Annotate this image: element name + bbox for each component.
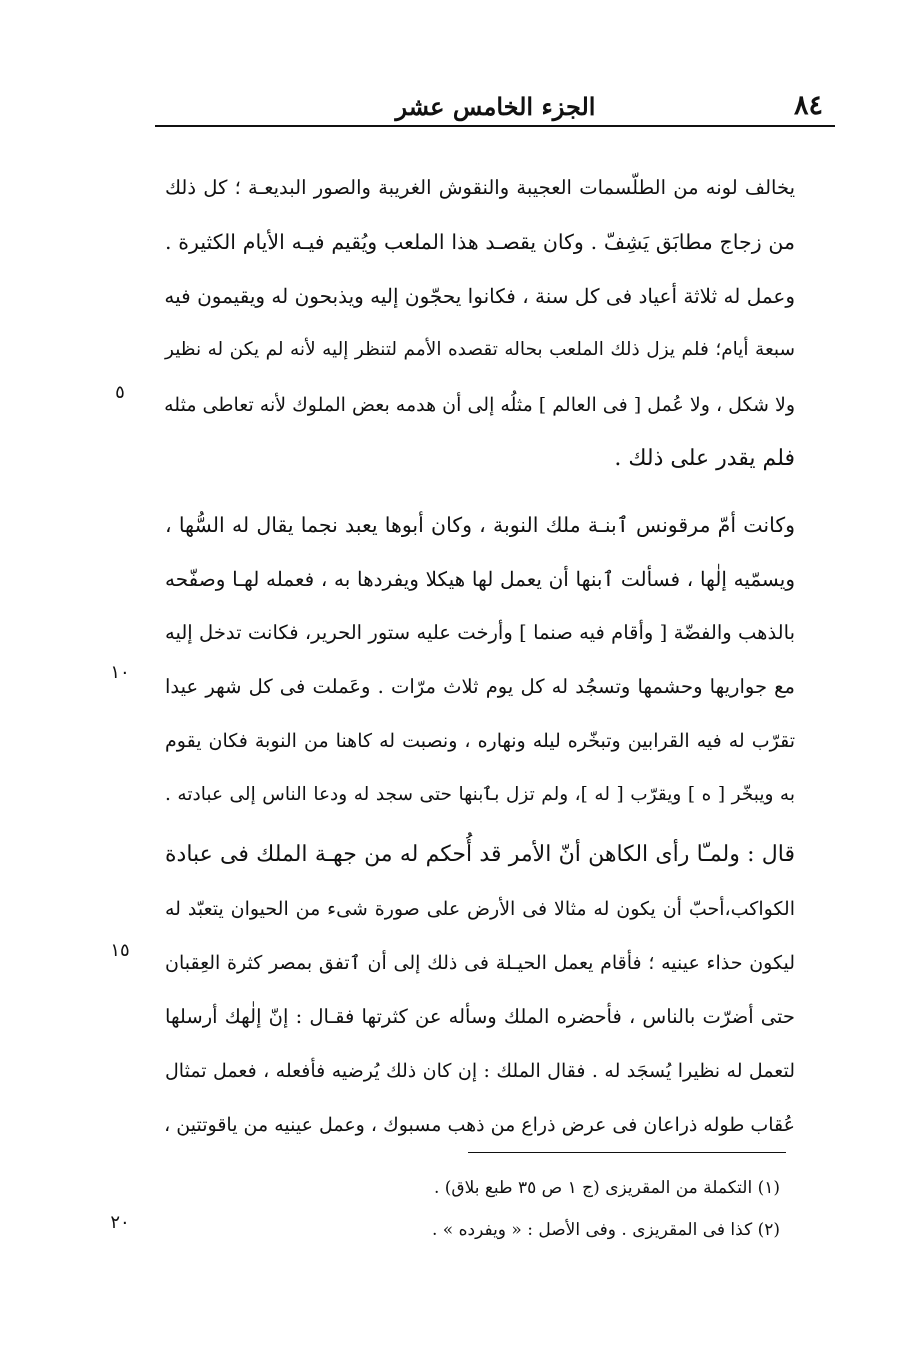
text-line: وعمل له ثلاثة أعياد فى كل سنة ، فكانوا يحجّون إليه ويذبحون له ويقيمون فيه — [164, 284, 795, 308]
text-line: سبعة أيام؛ فلم يزل ذلك الملعب بحاله تقصده الأمم لتنظر إليه لأنه لم يكن له نظير — [165, 339, 795, 360]
margin-line-number: ٢٠ — [110, 1212, 130, 1233]
text-line: عُقاب طوله ذراعان فى عرض ذراع من ذهب مسبوك ، وعمل عينيه من ياقوتتين ، — [164, 1114, 795, 1136]
text-line: بالذهب والفضّة [ وأقام فيه صنما ] وأرخت عليه ستور الحرير، فكانت تدخل إليه — [165, 621, 795, 644]
text-line: به ويبخّر [ ه ] ويقرّب [ له ]، ولم تزل بٱبنها حتى سجد له ودعا الناس إلى عبادته . — [165, 784, 795, 805]
running-head: الجزء الخامس عشر — [395, 92, 596, 121]
margin-line-number: ٥ — [115, 382, 125, 403]
footnote: (١) التكملة من المقريزى (ج ١ ص ٣٥ طبع بلاق) . — [433, 1178, 780, 1198]
text-line: ويسمّيه إلٰها ، فسألت ٱبنها أن يعمل لها هيكلا ويفردها به ، فعمله لهـا وصفّحه — [165, 567, 795, 591]
text-line: لتعمل له نظيرا يُسجَد له . فقال الملك : إن كان ذلك يُرضيه فأفعله ، فعمل تمثال — [165, 1060, 795, 1082]
text-line: الكواكب،أحبّ أن يكون له مثالا فى الأرض على صورة شىء من الحيوان يتعبّد له — [165, 898, 795, 920]
footnote: (٢) كذا فى المقريزى . وفى الأصل : « ويفرده » . — [432, 1220, 780, 1240]
margin-line-number: ١٠ — [110, 662, 130, 683]
text-line: وكانت أمّ مرقونس ٱبنـة ملك النوبة ، وكان أبوها يعبد نجما يقال له السُّها ، — [165, 513, 795, 537]
page-header — [158, 86, 833, 126]
text-line: ولا شكل ، ولا عُمل [ فى العالم ] مثلُه إلى أن هدمه بعض الملوك لأنه تعاطى مثله — [164, 394, 795, 416]
text-line: من زجاج مطابَق يَشِفّ . وكان يقصـد هذا الملعب ويُقيم فيـه الأيام الكثيرة . — [165, 230, 795, 254]
footnote-rule — [468, 1152, 786, 1153]
text-line: فلم يقدر على ذلك . — [614, 446, 795, 471]
text-line: تقرّب له فيه القرابين وتبخّره ليله ونهاره ، ونصبت له كاهنا من النوبة فكان يقوم — [165, 730, 795, 752]
text-line: ليكون حذاء عينيه ؛ فأقام يعمل الحيـلة فى ذلك إلى أن ٱتفق بمصر كثرة العِقبان — [165, 952, 795, 974]
text-line: يخالف لونه من الطلّسمات العجيبة والنقوش الغريبة والصور البديعـة ؛ كل ذلك — [165, 176, 795, 199]
text-line: حتى أضرّت بالناس ، فأحضره الملك وسأله عن كثرتها فقـال : إنّ إلٰهك أرسلها — [165, 1005, 795, 1028]
text-line: قال : ولمـّا رأى الكاهن أنّ الأمر قد أُحكم له من جهـة الملك فى عبادة — [165, 842, 795, 867]
header-rule — [155, 125, 835, 127]
page-number: ٨٤ — [793, 90, 823, 121]
margin-line-number: ١٥ — [110, 940, 130, 961]
text-line: مع جواريها وحشمها وتسجُد له كل يوم ثلاث مرّات . وعَملت فى كل شهر عيدا — [165, 675, 795, 698]
